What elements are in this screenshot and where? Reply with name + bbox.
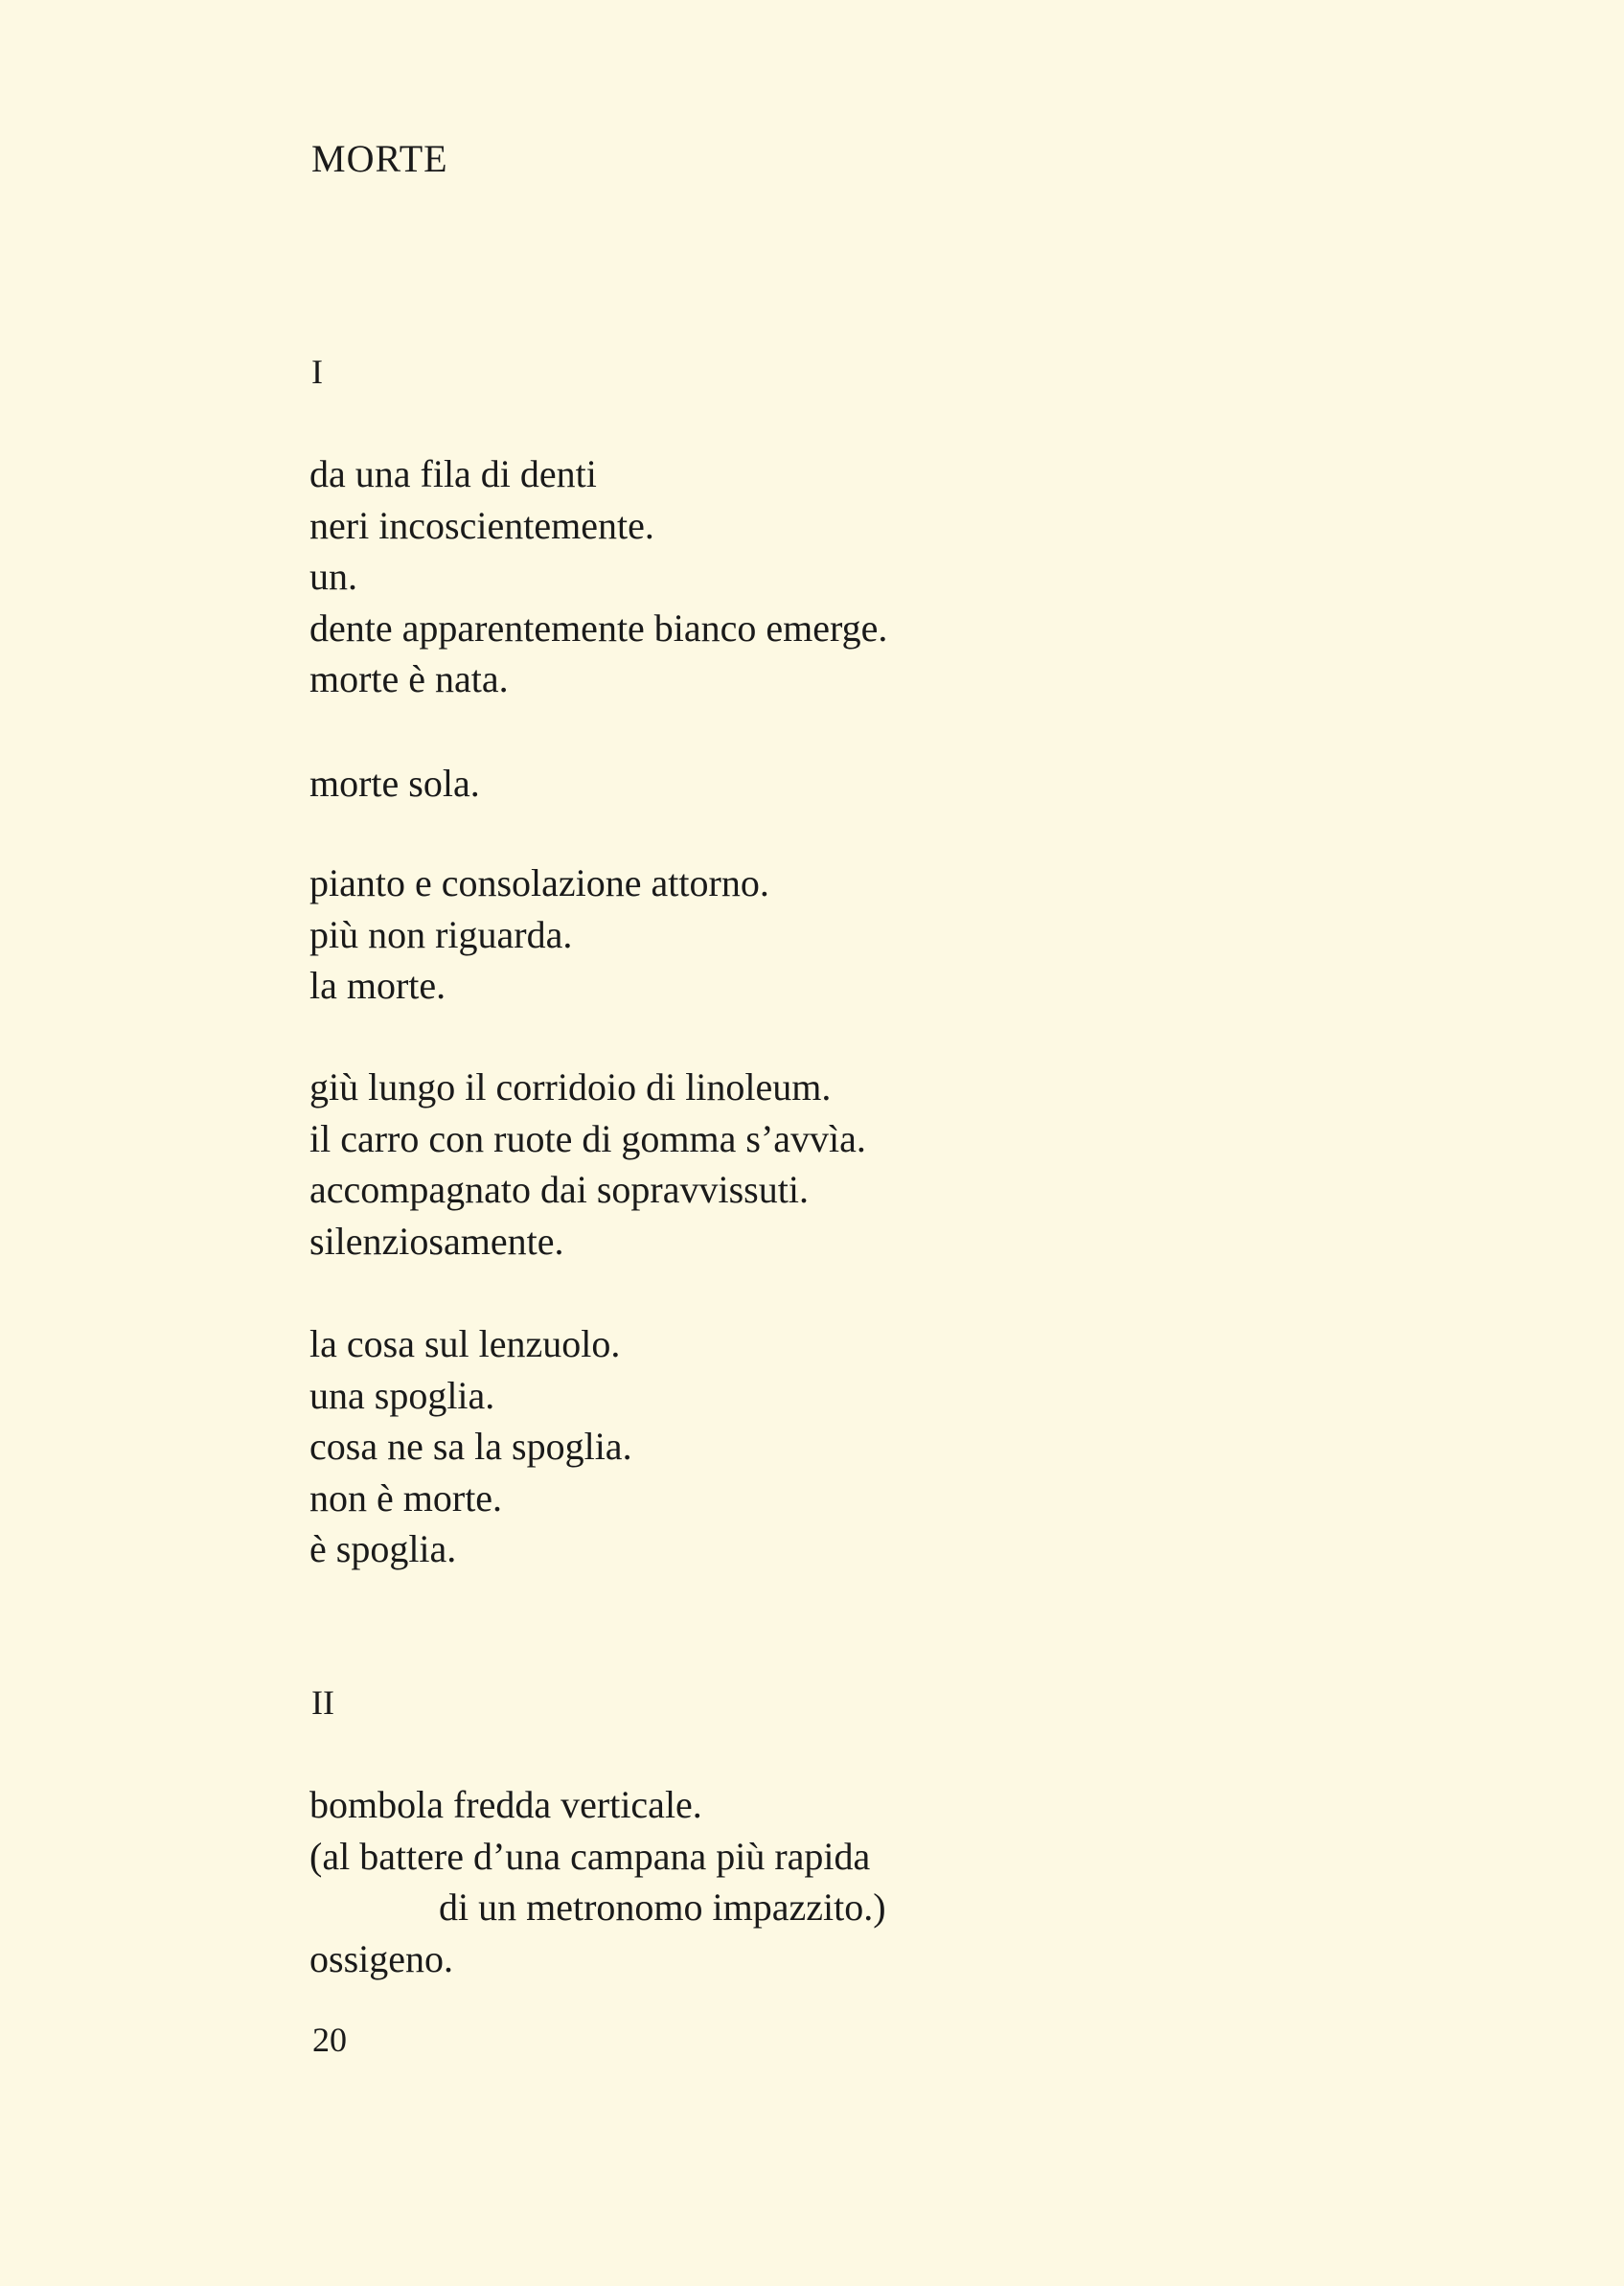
verse-line: ossigeno. (309, 1936, 453, 1980)
verse-line: la morte. (309, 964, 446, 1007)
verse-line: più non riguarda. (309, 912, 573, 956)
stanza (309, 1318, 632, 1575)
verse-line: silenziosamente. (309, 1219, 564, 1263)
stanza (309, 758, 480, 810)
verse-line: il carro con ruote di gomma s’avvìa. (309, 1116, 866, 1160)
stanza (309, 1062, 866, 1267)
verse-line: accompagnato dai sopravvissuti. (309, 1168, 809, 1211)
verse-line: da una fila di denti (309, 452, 597, 495)
verse-line: morte è nata. (309, 657, 509, 700)
verse-line: giù lungo il corridoio di linoleum. (309, 1065, 832, 1109)
verse-line-indented: di un metronomo impazzito.) (439, 1886, 886, 1929)
verse-line: la cosa sul lenzuolo. (309, 1322, 621, 1365)
section-number-2: II (311, 1683, 334, 1722)
verse-line: dente apparentemente bianco emerge. (309, 606, 888, 650)
verse-line: morte sola. (309, 762, 480, 805)
stanza (309, 1779, 886, 1984)
verse-line: bombola fredda verticale. (309, 1783, 702, 1826)
verse-line: cosa ne sa la spoglia. (309, 1425, 632, 1468)
stanza (309, 448, 887, 705)
verse-line: neri incoscientemente. (309, 503, 654, 547)
verse-line: (al battere d’una campana più rapida (309, 1834, 871, 1878)
poem-title: MORTE (311, 137, 448, 180)
stanza (309, 857, 769, 1012)
section-number-1: I (311, 353, 323, 391)
verse-line: pianto e consolazione attorno. (309, 861, 769, 904)
verse-line: è spoglia. (309, 1527, 457, 1570)
page-number: 20 (312, 2021, 347, 2059)
verse-line: non è morte. (309, 1475, 503, 1520)
verse-line: una spoglia. (309, 1373, 495, 1417)
verse-line: un. (309, 555, 357, 598)
